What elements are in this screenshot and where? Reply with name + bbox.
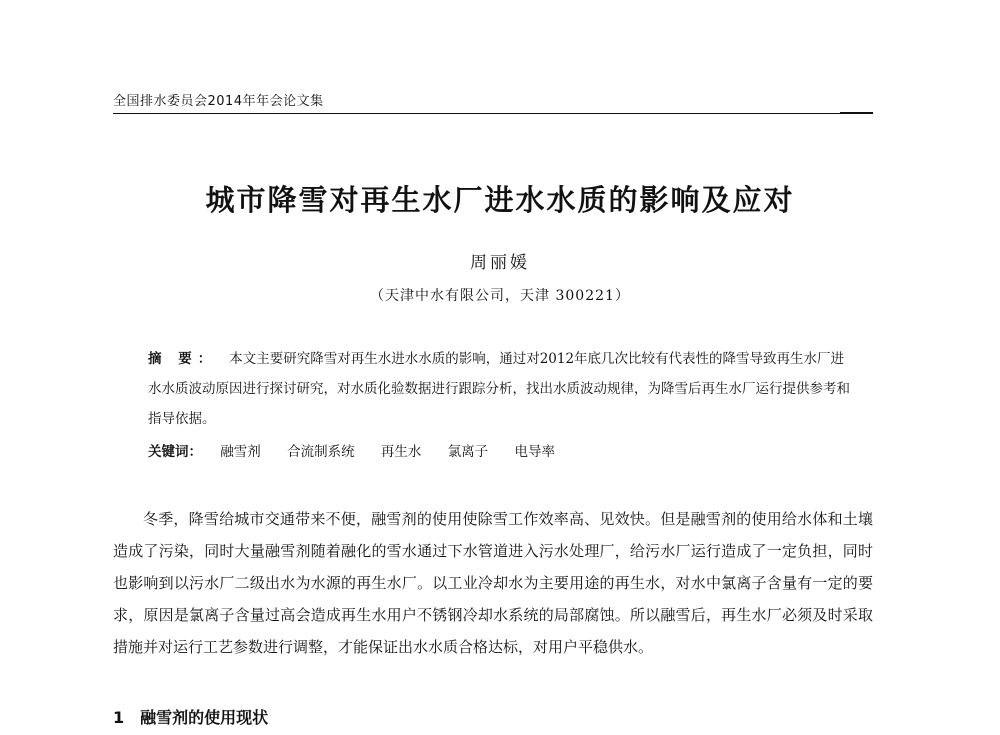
keywords-label: 关键词： <box>148 444 202 460</box>
author-affiliation: （天津中水有限公司，天津 300221） <box>370 288 630 304</box>
abstract-text: 本文主要研究降雪对再生水进水水质的影响，通过对2012年底几次比较有代表性的降雪导致再生水厂进水水质波动原因进行探讨研究，对水质化验数据进行跟踪分析，找出水质波动规律，为降雪后再生水厂运行提供参考和指导依据。 <box>148 351 850 427</box>
body-paragraph: 冬季，降雪给城市交通带来不便，融雪剂的使用使除雪工作效率高、见效快。但是融雪剂的使用给水体和土壤造成了污染，同时大量融雪剂随着融化的雪水通过下水管道进入污水处理厂，给污水厂运行造成了一定负担，同时也影响到以污水厂二级出水为水源的再生水厂。以工业冷却水为主要用途的再生水，对水中氯离子含量有一定的要求，原因是氯离子含量过高会造成再生水用户不锈钢冷却水系统的局部腐蚀。所以融雪后，再生水厂必须及时采取措施并对运行工艺参数进行调整，才能保证出水水质合格达标，对用户平稳供水。 <box>113 510 873 656</box>
keyword-item: 融雪剂 <box>220 444 261 460</box>
keyword-item: 氯离子 <box>447 444 489 460</box>
abstract-label: 摘 要： <box>148 351 218 367</box>
paper-title: 城市降雪对再生水厂进水水质的影响及应对 <box>205 183 795 217</box>
author-name: 周丽媛 <box>470 253 530 273</box>
section-heading <box>113 705 268 728</box>
running-header: 全国排水委员会2014年年会论文集 <box>113 94 324 109</box>
abstract-block <box>148 344 853 434</box>
keywords-block <box>148 437 853 467</box>
keyword-item: 合流制系统 <box>287 444 355 460</box>
header-rule-accent <box>840 112 873 114</box>
keyword-item: 电导率 <box>514 444 555 460</box>
keyword-item: 再生水 <box>380 444 422 460</box>
header-rule <box>113 113 873 114</box>
section-title: 融雪剂的使用现状 <box>140 708 269 727</box>
section-number: 1 <box>113 708 125 727</box>
